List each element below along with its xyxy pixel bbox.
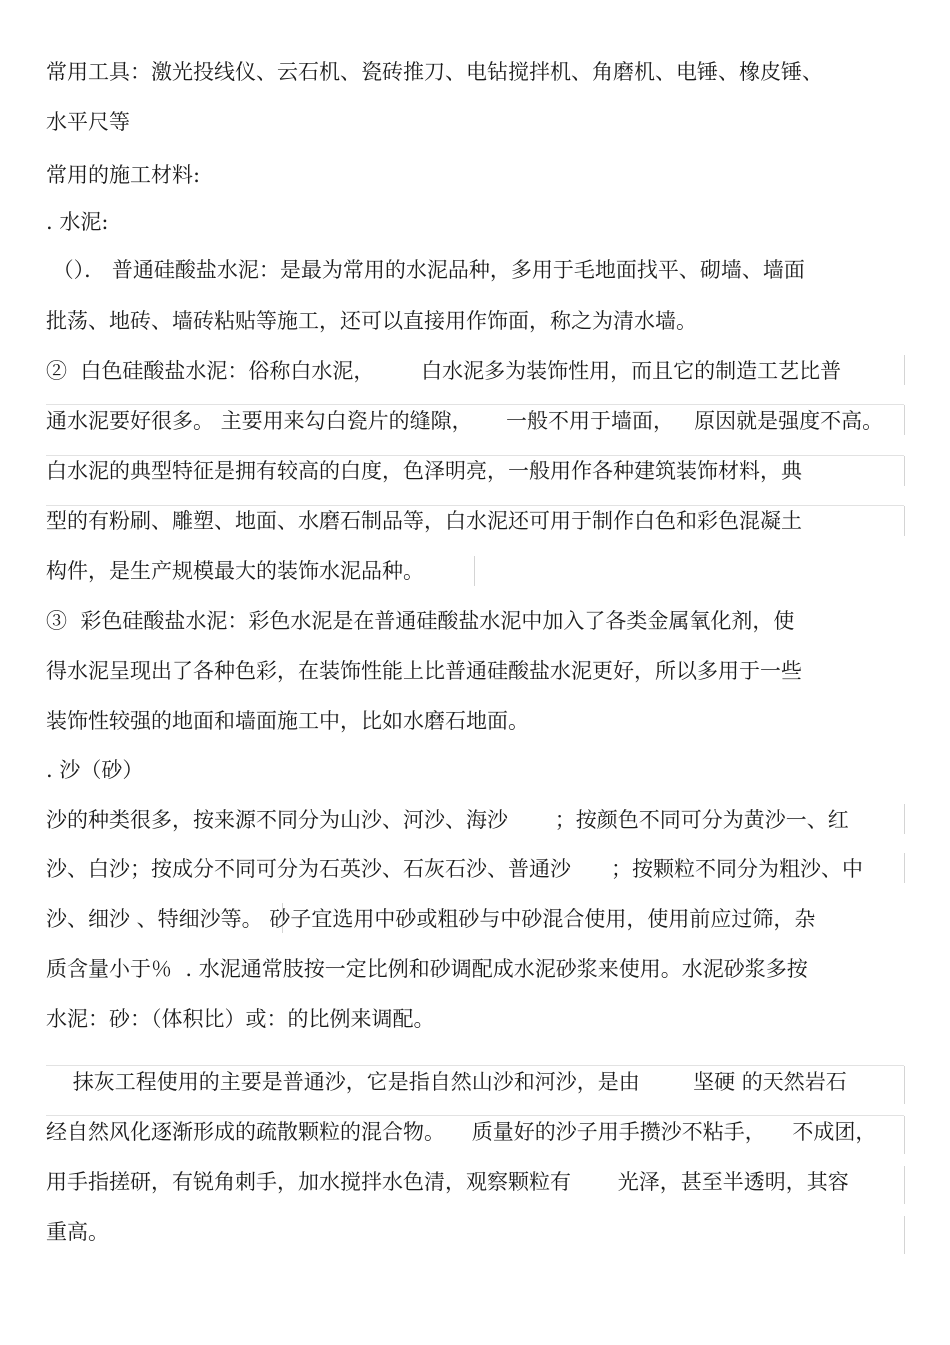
scan-artifact-rule bbox=[46, 505, 904, 506]
scan-artifact-rule bbox=[46, 1115, 904, 1116]
text-line: 水泥：砂：（体积比）或：的比例来调配。 bbox=[46, 1007, 435, 1031]
scan-artifact-rule bbox=[46, 1065, 904, 1066]
text-line: 水平尺等 bbox=[46, 110, 130, 134]
text-line: 重高。 bbox=[46, 1220, 109, 1244]
scan-artifact-rule bbox=[904, 1166, 905, 1204]
scan-artifact-rule bbox=[904, 853, 905, 883]
text-line: 用手指搓研，有锐角刺手，加水搅拌水色清，观察颗粒有 光泽，甚至半透明，其容 bbox=[46, 1170, 849, 1194]
text-line: 得水泥呈现出了各种色彩，在装饰性能上比普通硅酸盐水泥更好，所以多用于一些 bbox=[46, 659, 802, 683]
scan-artifact-rule bbox=[904, 456, 905, 486]
scan-artifact-rule bbox=[904, 1216, 905, 1254]
text-line: ③ 彩色硅酸盐水泥：彩色水泥是在普通硅酸盐水泥中加入了各类金属氧化剂，使 bbox=[46, 609, 795, 633]
text-line: 型的有粉刷、雕塑、地面、水磨石制品等，白水泥还可用于制作白色和彩色混凝土 bbox=[46, 509, 802, 533]
text-line: ② 白色硅酸盐水泥：俗称白水泥， 白水泥多为装饰性用，而且它的制造工艺比普 bbox=[46, 359, 842, 383]
text-line: 经自然风化逐渐形成的疏散颗粒的混合物。 质量好的沙子用手攒沙不粘手， 不成团， bbox=[46, 1120, 877, 1144]
scan-artifact-rule bbox=[46, 455, 904, 456]
text-line: 通水泥要好很多。 主要用来勾白瓷片的缝隙， 一般不用于墙面， 原因就是强度不高。 bbox=[46, 409, 884, 433]
scan-artifact-rule bbox=[904, 506, 905, 536]
text-line: 装饰性较强的地面和墙面施工中，比如水磨石地面。 bbox=[46, 709, 529, 733]
text-line: 白水泥的典型特征是拥有较高的白度，色泽明亮，一般用作各种建筑装饰材料，典 bbox=[46, 459, 802, 483]
section-heading: 常用的施工材料: bbox=[46, 163, 201, 187]
text-line: 批荡、地砖、墙砖粘贴等施工，还可以直接用作饰面，称之为清水墙。 bbox=[46, 309, 697, 333]
text-line: 质含量小于％ . 水泥通常肢按一定比例和砂调配成水泥砂浆来使用。水泥砂浆多按 bbox=[46, 957, 808, 981]
section-heading: . 水泥: bbox=[46, 210, 109, 234]
text-line: 抹灰工程使用的主要是普通沙，它是指自然山沙和河沙，是由 坚硬 的天然岩石 bbox=[46, 1070, 847, 1094]
scan-artifact-rule bbox=[46, 404, 904, 405]
scan-artifact-rule bbox=[904, 804, 905, 834]
scan-artifact-rule bbox=[904, 1116, 905, 1154]
text-line: 沙、白沙；按成分不同可分为石英沙、石灰石沙、普通沙 ；按颗粒不同分为粗沙、中 bbox=[46, 857, 864, 881]
text-line: 构件，是生产规模最大的装饰水泥品种。 bbox=[46, 559, 424, 583]
scan-artifact-rule bbox=[904, 355, 905, 385]
section-heading: . 沙（砂） bbox=[46, 758, 144, 782]
text-line: 常用工具：激光投线仪、云石机、瓷砖推刀、电钻搅拌机、角磨机、电锤、橡皮锤、 bbox=[46, 60, 823, 84]
scan-artifact-rule bbox=[904, 1066, 905, 1104]
text-line: （）． 普通硅酸盐水泥：是最为常用的水泥品种，多用于毛地面找平、砌墙、墙面 bbox=[46, 258, 805, 282]
scan-artifact-rule bbox=[904, 405, 905, 435]
text-line: 沙的种类很多，按来源不同分为山沙、河沙、海沙 ；按颜色不同可分为黄沙一、红 bbox=[46, 808, 849, 832]
text-line: 沙、细沙 、特细沙等。 砂子宜选用中砂或粗砂与中砂混合使用，使用前应过筛，杂 bbox=[46, 907, 816, 931]
scan-artifact-rule bbox=[474, 556, 475, 586]
